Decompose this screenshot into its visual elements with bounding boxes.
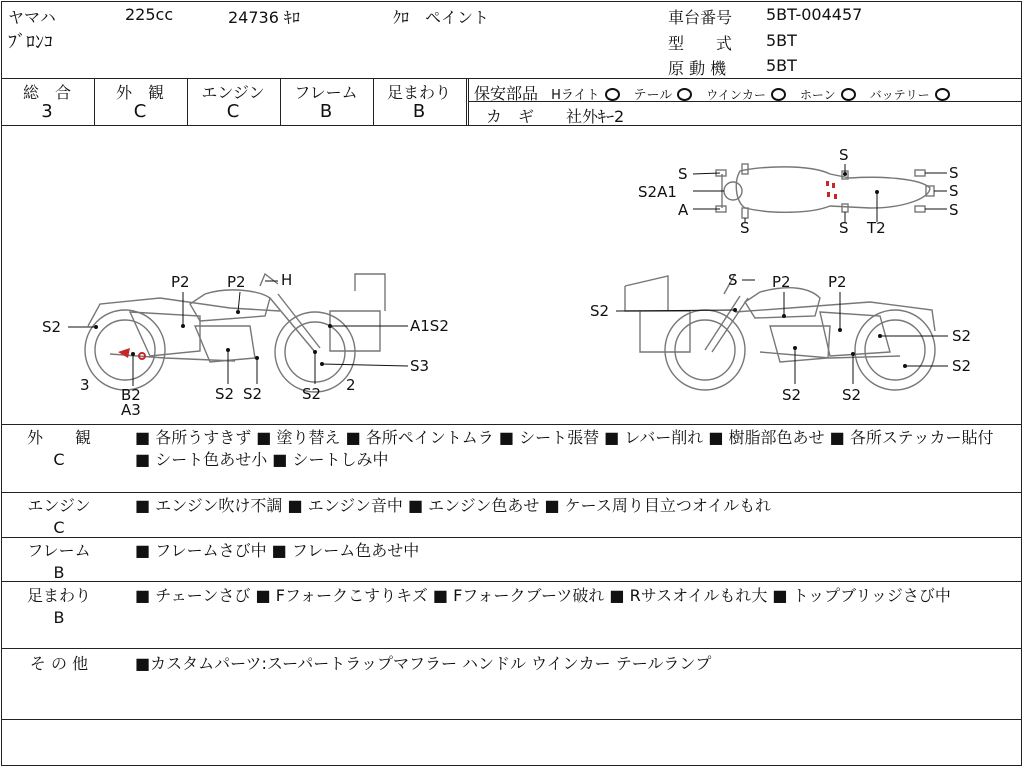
mark-label: S2 (302, 385, 322, 403)
mark-label: S2 (215, 385, 235, 403)
diagram-labels (42, 146, 971, 419)
damage-diagram (0, 126, 1022, 424)
engine-value: 5BT (766, 56, 797, 75)
mark-label: P2 (227, 273, 246, 291)
grade-label-exterior: 外 観 (115, 83, 164, 102)
section-grade: C (53, 518, 65, 537)
grade-value-suspension: B (412, 101, 426, 122)
mark-label: S3 (410, 357, 430, 375)
divider (468, 78, 469, 125)
type-label: 型 式 (668, 34, 733, 53)
safety-parts (474, 81, 964, 104)
divider (1, 78, 1022, 79)
bike-top-view (716, 164, 934, 218)
mark-label: P2 (828, 273, 847, 291)
divider (1, 537, 1022, 538)
mark-label: S2 (42, 318, 62, 336)
ok-circle-icon (771, 88, 786, 101)
grade-value-exterior: C (133, 101, 147, 122)
bike-left-view (85, 274, 385, 392)
section-body-frame: ■ フレームさび中 ■ フレーム色あせ中 (135, 541, 420, 560)
mark-label: A3 (121, 401, 141, 419)
frame-no-value: 5BT-004457 (766, 5, 863, 24)
displacement: 225cc (125, 5, 174, 24)
divider (1, 581, 1022, 582)
leader-lines (68, 164, 948, 386)
ok-circle-icon (677, 88, 692, 101)
leader-dots (94, 172, 907, 368)
section-grade: B (53, 563, 65, 582)
divider (1, 424, 1022, 425)
mark-label: A1S2 (410, 317, 449, 335)
frame-no-label: 車台番号 (668, 8, 733, 27)
mark-label: B2 (121, 386, 141, 404)
section-grade: C (53, 450, 65, 469)
mark-label: P2 (772, 273, 791, 291)
section-name: 外 観 (26, 428, 91, 447)
mark-label: T2 (867, 219, 886, 237)
safety-item-winker: ウインカー (706, 88, 766, 102)
damage-mark-top (826, 181, 837, 199)
divider (1, 719, 1022, 720)
mark-label: S2 (842, 386, 862, 404)
ok-circle-icon (605, 88, 620, 101)
section-title-frame (0, 540, 118, 584)
mark-label: S (949, 164, 959, 182)
color: ｸﾛ ペイント (393, 8, 490, 27)
grade-label-frame: フレーム (294, 83, 358, 102)
mark-label: S (678, 165, 688, 183)
section-title-suspension (0, 585, 118, 629)
section-body-exterior: ■ 各所うすきず ■ 塗り替え ■ 各所ペイントムラ ■ シート張替 ■ レバー削れ ■ 樹脂部色あせ ■ 各所ステッカー貼付 ■ シート色あせ小 ■ シートしみ中 (135, 428, 994, 469)
divider (1, 492, 1022, 493)
mark-label: S2 (590, 302, 610, 320)
mark-label: 3 (80, 376, 90, 394)
mark-label: S2 (782, 386, 802, 404)
key-value: 社外ｷｰ2 (566, 107, 625, 126)
safety-item-battery: バッテリー (869, 88, 930, 102)
safety-label: 保安部品 (474, 84, 539, 103)
section-grade: B (53, 608, 65, 627)
type-value: 5BT (766, 31, 797, 50)
mark-label: S (839, 146, 849, 164)
mark-label: S (728, 271, 738, 289)
engine-label: 原 動 機 (668, 59, 727, 78)
ok-circle-icon (841, 88, 856, 101)
section-name: そ の 他 (29, 654, 89, 673)
grade-label-engine: エンジン (201, 83, 265, 102)
bike-right-view (625, 274, 935, 390)
grade-label-suspension: 足まわり (386, 83, 451, 102)
grade-value-engine: C (226, 101, 240, 122)
key-label: カ ギ (486, 107, 535, 126)
safety-item-headlight: Hライト (551, 88, 600, 103)
mark-label: P2 (171, 273, 190, 291)
mark-label: 2 (346, 376, 356, 394)
section-title-exterior (0, 427, 118, 471)
divider (466, 78, 467, 125)
mark-label: S2 (243, 385, 263, 403)
mark-label: S2 (952, 357, 972, 375)
section-body-other: ■カスタムパーツ:スーパートラップマフラー ハンドル ウインカー テールランプ (135, 654, 712, 673)
grade-value-frame: B (319, 101, 333, 122)
ok-circle-icon (935, 88, 950, 101)
mark-label: S (949, 201, 959, 219)
section-name: エンジン (27, 496, 91, 515)
safety-item-tail: テール (633, 88, 673, 103)
mark-label: S (740, 219, 750, 237)
maker: ヤマハ (8, 8, 56, 27)
section-name: 足まわり (26, 586, 91, 605)
grade-label-overall: 総 合 (22, 83, 71, 102)
divider (1, 648, 1022, 649)
mark-label: S (949, 182, 959, 200)
section-name: フレーム (27, 541, 91, 560)
mark-label: S (839, 219, 849, 237)
section-body-suspension: ■ チェーンさび ■ Fフォークこすりキズ ■ Fフォークブーツ破れ ■ Rサスオイルもれ大 ■ トップブリッジさび中 (135, 586, 951, 605)
mark-label: S2 (952, 327, 972, 345)
mark-label: H (281, 271, 293, 289)
safety-item-horn: ホーン (799, 88, 836, 102)
mileage: 24736 ｷﾛ (228, 8, 300, 27)
section-body-engine: ■ エンジン吹け不調 ■ エンジン音中 ■ エンジン色あせ ■ ケース周り目立つオイルもれ (135, 496, 772, 515)
grade-value-overall: 3 (41, 101, 53, 122)
mark-label: S2A1 (638, 183, 677, 201)
section-title-other (0, 653, 118, 675)
model-name: ﾌﾞﾛﾝｺ (8, 32, 53, 53)
section-title-engine (0, 495, 118, 539)
mark-label: A (678, 201, 689, 219)
